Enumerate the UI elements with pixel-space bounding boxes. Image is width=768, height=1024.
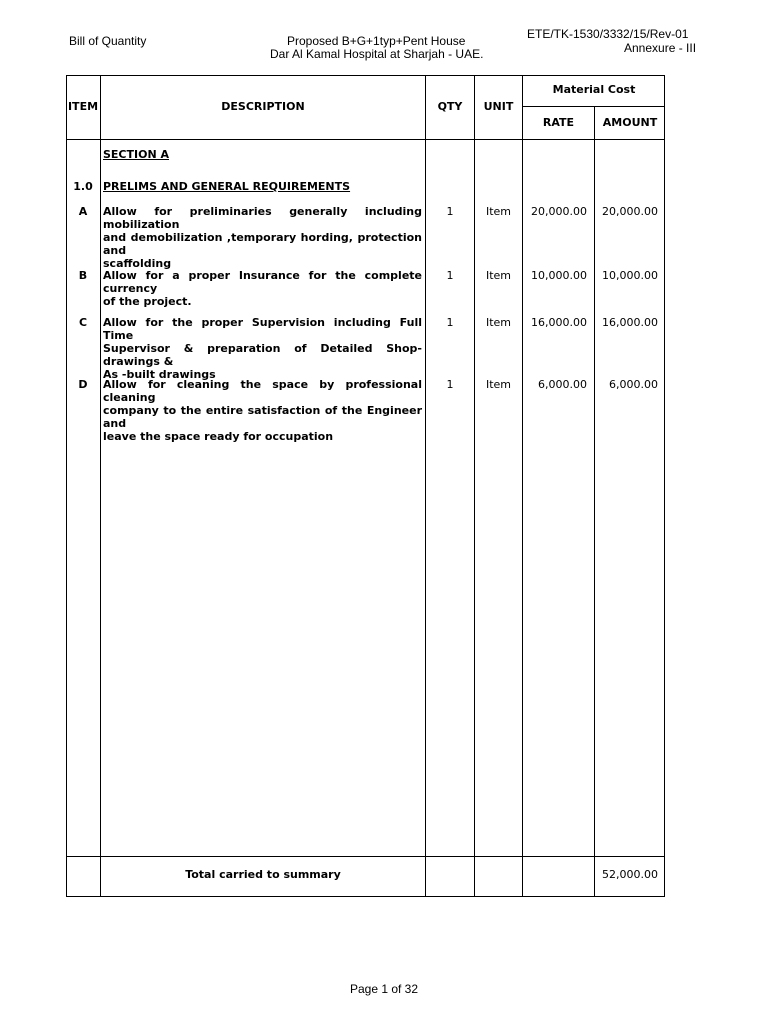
- row-a-rate: 20,000.00: [531, 205, 587, 218]
- row-c-desc-line: Supervisor & preparation of Detailed Shop-drawings &: [103, 342, 422, 368]
- row-b-desc-line: Allow for a proper Insurance for the complete currency: [103, 269, 422, 295]
- total-amount: 52,000.00: [602, 868, 658, 881]
- col-header-item: ITEM: [67, 100, 99, 113]
- row-b-item: B: [78, 269, 88, 282]
- col-header-rate: RATE: [542, 116, 575, 129]
- col-header-qty: QTY: [437, 100, 463, 113]
- row-a-desc-line: scaffolding: [103, 257, 172, 270]
- row-a-qty: 1: [446, 205, 454, 218]
- col-divider-description: [425, 75, 426, 897]
- row-c-item: C: [78, 316, 88, 329]
- col-header-description: DESCRIPTION: [221, 100, 305, 113]
- section-heading: SECTION A: [103, 148, 170, 161]
- col-header-material-cost: Material Cost: [552, 83, 636, 96]
- annexure-label: Annexure - III: [624, 41, 697, 55]
- col-divider-unit: [522, 75, 523, 897]
- row-a-unit: Item: [485, 205, 512, 218]
- project-title: Proposed B+G+1typ+Pent House: [287, 34, 466, 48]
- col-divider-item: [100, 75, 101, 897]
- row-d-desc-line: company to the entire satisfaction of the Engineer and: [103, 404, 422, 430]
- row-a-desc-line: Allow for preliminaries generally including mobilization: [103, 205, 422, 231]
- header-bottom-line: [66, 139, 665, 140]
- row-b-desc-line: of the project.: [103, 295, 192, 308]
- total-label: Total carried to summary: [185, 868, 341, 881]
- row-b-rate: 10,000.00: [531, 269, 587, 282]
- row-c-description: [103, 316, 422, 381]
- project-location: Dar Al Kamal Hospital at Sharjah - UAE.: [270, 47, 484, 61]
- row-c-desc-line: As -built drawings: [103, 368, 216, 381]
- row-d-description: [103, 378, 422, 443]
- row-c-rate: 16,000.00: [531, 316, 587, 329]
- col-header-amount: AMOUNT: [602, 116, 658, 129]
- row-c-unit: Item: [485, 316, 512, 329]
- row-d-desc-line: leave the space ready for occupation: [103, 430, 334, 443]
- row-d-desc-line: Allow for cleaning the space by professional cleaning: [103, 378, 422, 404]
- col-divider-qty: [474, 75, 475, 897]
- group-number: 1.0: [73, 180, 93, 193]
- group-title: PRELIMS AND GENERAL REQUIREMENTS: [103, 180, 351, 193]
- row-d-rate: 6,000.00: [538, 378, 587, 391]
- row-a-desc-line: and demobilization ,temporary hording, protection and: [103, 231, 422, 257]
- row-b-amount: 10,000.00: [602, 269, 658, 282]
- col-header-unit: UNIT: [483, 100, 514, 113]
- row-a-amount: 20,000.00: [602, 205, 658, 218]
- row-a-item: A: [78, 205, 88, 218]
- row-b-description: [103, 269, 422, 308]
- material-cost-divider: [522, 106, 665, 107]
- document-type-label: Bill of Quantity: [69, 34, 147, 48]
- row-d-item: D: [78, 378, 88, 391]
- row-d-unit: Item: [485, 378, 512, 391]
- row-d-qty: 1: [446, 378, 454, 391]
- row-a-description: [103, 205, 422, 270]
- row-d-amount: 6,000.00: [609, 378, 658, 391]
- row-c-qty: 1: [446, 316, 454, 329]
- col-divider-rate: [594, 106, 595, 897]
- document-reference: ETE/TK-1530/3332/15/Rev-01: [527, 27, 689, 41]
- page-number: Page 1 of 32: [349, 982, 419, 996]
- total-row-top-line: [66, 856, 665, 857]
- row-b-unit: Item: [485, 269, 512, 282]
- boq-table: [66, 75, 665, 897]
- row-b-qty: 1: [446, 269, 454, 282]
- row-c-desc-line: Allow for the proper Supervision including Full Time: [103, 316, 422, 342]
- row-c-amount: 16,000.00: [602, 316, 658, 329]
